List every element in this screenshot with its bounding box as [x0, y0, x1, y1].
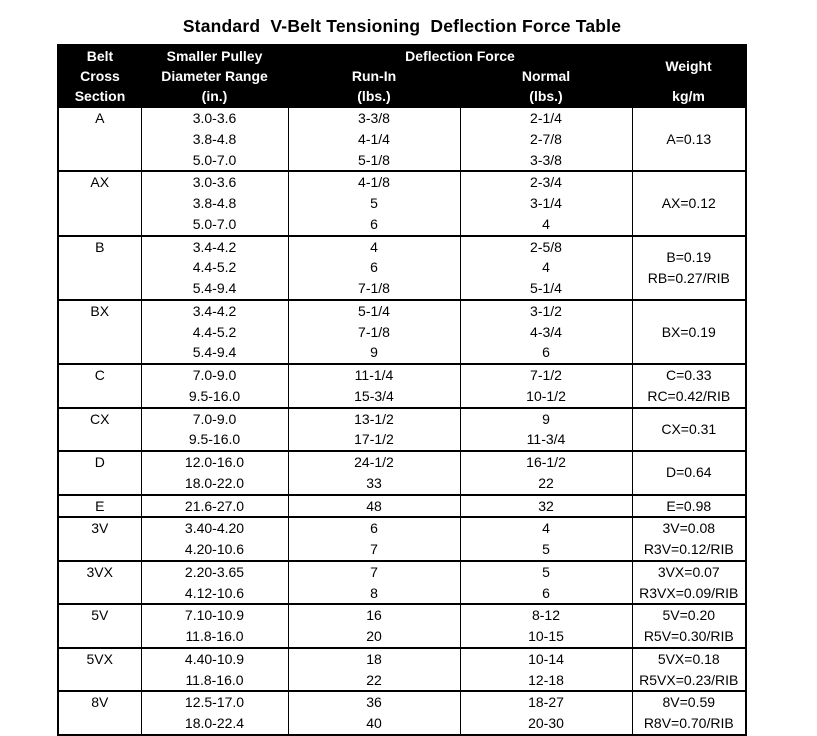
diameter-range-cell: 5.4-9.4: [141, 278, 288, 300]
diameter-range-cell: 3.0-3.6: [141, 171, 288, 193]
run-in-cell: 5-1/8: [288, 150, 460, 172]
header-pulley-line2: Diameter Range: [161, 68, 268, 84]
header-row-1: [58, 45, 746, 66]
diameter-range-cell: 21.6-27.0: [141, 495, 288, 518]
run-in-cell: 13-1/2: [288, 408, 460, 430]
normal-cell: 9: [460, 408, 632, 430]
normal-cell: 2-3/4: [460, 171, 632, 193]
belt-section-cell: 3V: [58, 517, 141, 561]
diameter-range-cell: 4.4-5.2: [141, 257, 288, 278]
run-in-cell: 6: [288, 257, 460, 278]
weight-line: D=0.64: [665, 464, 712, 481]
normal-cell: 7-1/2: [460, 364, 632, 386]
diameter-range-cell: 12.0-16.0: [141, 451, 288, 473]
table-row: [58, 517, 746, 539]
weight-line: R8V=0.70/RIB: [643, 715, 734, 731]
run-in-cell: 7: [288, 561, 460, 583]
diameter-range-cell: 2.20-3.65: [141, 561, 288, 583]
weight-line: R5VX=0.23/RIB: [639, 671, 739, 688]
run-in-cell: 5-1/4: [288, 300, 460, 322]
diameter-range-cell: 4.40-10.9: [141, 648, 288, 670]
weight-line: RC=0.42/RIB: [647, 387, 731, 404]
weight-line: 5VX=0.18: [657, 650, 720, 667]
weight-line: C=0.33: [665, 367, 712, 383]
run-in-cell: 22: [288, 670, 460, 692]
table-body: [58, 107, 746, 735]
run-in-cell: 17-1/2: [288, 429, 460, 451]
table-row: [58, 171, 746, 193]
normal-cell: 3-3/8: [460, 150, 632, 172]
normal-cell: 16-1/2: [460, 451, 632, 473]
weight-cell: [632, 604, 746, 648]
belt-section-cell: A: [58, 107, 141, 171]
normal-cell: 5: [460, 561, 632, 583]
normal-cell: 2-7/8: [460, 129, 632, 150]
belt-section-cell: CX: [58, 408, 141, 452]
table-row: [58, 408, 746, 430]
header-belt-line2: Cross: [80, 68, 120, 84]
run-in-cell: 6: [288, 214, 460, 236]
run-in-cell: 5: [288, 193, 460, 214]
run-in-cell: 18: [288, 648, 460, 670]
diameter-range-cell: 4.12-10.6: [141, 583, 288, 605]
weight-cell: [632, 517, 746, 561]
run-in-cell: 7: [288, 539, 460, 561]
header-belt-line1: Belt: [86, 48, 114, 64]
run-in-cell: 15-3/4: [288, 386, 460, 408]
run-in-cell: 3-3/8: [288, 107, 460, 129]
header-weight-label: Weight: [665, 58, 712, 74]
header-smaller-pulley: [141, 45, 288, 107]
belt-section-cell: D: [58, 451, 141, 495]
header-weight: [632, 45, 746, 107]
diameter-range-cell: 3.4-4.2: [141, 300, 288, 322]
table-row: [58, 107, 746, 129]
run-in-cell: 36: [288, 691, 460, 713]
page-container: [57, 13, 747, 736]
header-belt-cross-section: [58, 45, 141, 107]
normal-cell: 12-18: [460, 670, 632, 692]
diameter-range-cell: 18.0-22.0: [141, 473, 288, 495]
weight-line: CX=0.31: [661, 420, 717, 437]
diameter-range-cell: 7.0-9.0: [141, 364, 288, 386]
normal-cell: 10-15: [460, 626, 632, 648]
run-in-cell: 7-1/8: [288, 322, 460, 343]
table-row: [58, 561, 746, 583]
normal-cell: 3-1/4: [460, 193, 632, 214]
weight-line: B=0.19: [666, 248, 712, 265]
table-row: [58, 300, 746, 322]
table-row: [58, 691, 746, 713]
weight-line: RB=0.27/RIB: [647, 269, 730, 286]
run-in-cell: 6: [288, 517, 460, 539]
weight-line: AX=0.12: [661, 195, 716, 211]
belt-section-cell: C: [58, 364, 141, 408]
weight-cell: [632, 561, 746, 605]
diameter-range-cell: 9.5-16.0: [141, 386, 288, 408]
weight-cell: [632, 495, 746, 518]
header-pulley-line3: (in.): [201, 88, 228, 104]
normal-cell: 20-30: [460, 713, 632, 735]
belt-section-cell: 5VX: [58, 648, 141, 692]
normal-cell: 10-1/2: [460, 386, 632, 408]
normal-cell: 2-1/4: [460, 107, 632, 129]
normal-cell: 5-1/4: [460, 278, 632, 300]
weight-cell: [632, 364, 746, 408]
normal-cell: 4: [460, 257, 632, 278]
normal-cell: 4-3/4: [460, 322, 632, 343]
weight-cell: [632, 236, 746, 300]
diameter-range-cell: 3.0-3.6: [141, 107, 288, 129]
diameter-range-cell: 3.4-4.2: [141, 236, 288, 258]
header-run-in-units: (lbs.): [288, 86, 460, 107]
run-in-cell: 7-1/8: [288, 278, 460, 300]
table-row: [58, 495, 746, 518]
weight-cell: [632, 451, 746, 495]
diameter-range-cell: 12.5-17.0: [141, 691, 288, 713]
normal-cell: 4: [460, 214, 632, 236]
weight-line: R3V=0.12/RIB: [643, 541, 734, 557]
belt-section-cell: E: [58, 495, 141, 518]
belt-section-cell: BX: [58, 300, 141, 364]
weight-line: A=0.13: [666, 130, 712, 147]
belt-section-cell: 3VX: [58, 561, 141, 605]
vbelt-deflection-table: [57, 44, 747, 736]
run-in-cell: 4-1/8: [288, 171, 460, 193]
diameter-range-cell: 18.0-22.4: [141, 713, 288, 735]
diameter-range-cell: 3.8-4.8: [141, 193, 288, 214]
table-row: [58, 451, 746, 473]
weight-line: BX=0.19: [661, 323, 716, 340]
normal-cell: 2-5/8: [460, 236, 632, 258]
header-pulley-line1: Smaller Pulley: [166, 48, 263, 64]
belt-section-cell: 8V: [58, 691, 141, 735]
diameter-range-cell: 9.5-16.0: [141, 429, 288, 451]
normal-cell: 32: [460, 495, 632, 518]
weight-line: E=0.98: [666, 497, 712, 514]
diameter-range-cell: 11.8-16.0: [141, 670, 288, 692]
normal-cell: 22: [460, 473, 632, 495]
weight-line: R3VX=0.09/RIB: [639, 584, 739, 601]
table-row: [58, 236, 746, 258]
belt-section-cell: B: [58, 236, 141, 300]
weight-cell: [632, 408, 746, 452]
normal-cell: 8-12: [460, 604, 632, 626]
weight-line: R5V=0.30/RIB: [643, 628, 734, 644]
header-normal: Normal: [460, 66, 632, 86]
diameter-range-cell: 3.40-4.20: [141, 517, 288, 539]
diameter-range-cell: 4.4-5.2: [141, 322, 288, 343]
normal-cell: 6: [460, 342, 632, 364]
run-in-cell: 4-1/4: [288, 129, 460, 150]
run-in-cell: 4: [288, 236, 460, 258]
run-in-cell: 8: [288, 583, 460, 605]
header-weight-units: kg/m: [672, 88, 705, 104]
run-in-cell: 11-1/4: [288, 364, 460, 386]
header-deflection-force: Deflection Force: [288, 45, 632, 66]
diameter-range-cell: 11.8-16.0: [141, 626, 288, 648]
weight-cell: [632, 171, 746, 235]
normal-cell: 18-27: [460, 691, 632, 713]
header-belt-line3: Section: [74, 88, 126, 104]
diameter-range-cell: 3.8-4.8: [141, 129, 288, 150]
normal-cell: 3-1/2: [460, 300, 632, 322]
table-row: [58, 364, 746, 386]
weight-cell: [632, 107, 746, 171]
diameter-range-cell: 7.0-9.0: [141, 408, 288, 430]
weight-line: 3V=0.08: [662, 520, 716, 537]
diameter-range-cell: 4.20-10.6: [141, 539, 288, 561]
header-normal-units: (lbs.): [460, 86, 632, 107]
run-in-cell: 16: [288, 604, 460, 626]
table-header: [58, 45, 746, 107]
run-in-cell: 20: [288, 626, 460, 648]
diameter-range-cell: 5.0-7.0: [141, 150, 288, 172]
normal-cell: 6: [460, 583, 632, 605]
weight-cell: [632, 300, 746, 364]
normal-cell: 11-3/4: [460, 429, 632, 451]
weight-cell: [632, 691, 746, 735]
diameter-range-cell: 5.0-7.0: [141, 214, 288, 236]
run-in-cell: 24-1/2: [288, 451, 460, 473]
run-in-cell: 48: [288, 495, 460, 518]
weight-line: 3VX=0.07: [657, 563, 720, 580]
belt-section-cell: 5V: [58, 604, 141, 648]
page-title: Standard V-Belt Tensioning Deflection Force Table: [182, 16, 622, 36]
normal-cell: 5: [460, 539, 632, 561]
weight-line: 8V=0.59: [662, 694, 716, 711]
header-run-in: Run-In: [288, 66, 460, 86]
run-in-cell: 9: [288, 342, 460, 364]
run-in-cell: 40: [288, 713, 460, 735]
normal-cell: 10-14: [460, 648, 632, 670]
weight-cell: [632, 648, 746, 692]
diameter-range-cell: 5.4-9.4: [141, 342, 288, 364]
table-row: [58, 604, 746, 626]
normal-cell: 4: [460, 517, 632, 539]
weight-line: 5V=0.20: [662, 607, 716, 624]
diameter-range-cell: 7.10-10.9: [141, 604, 288, 626]
belt-section-cell: AX: [58, 171, 141, 235]
table-row: [58, 648, 746, 670]
run-in-cell: 33: [288, 473, 460, 495]
